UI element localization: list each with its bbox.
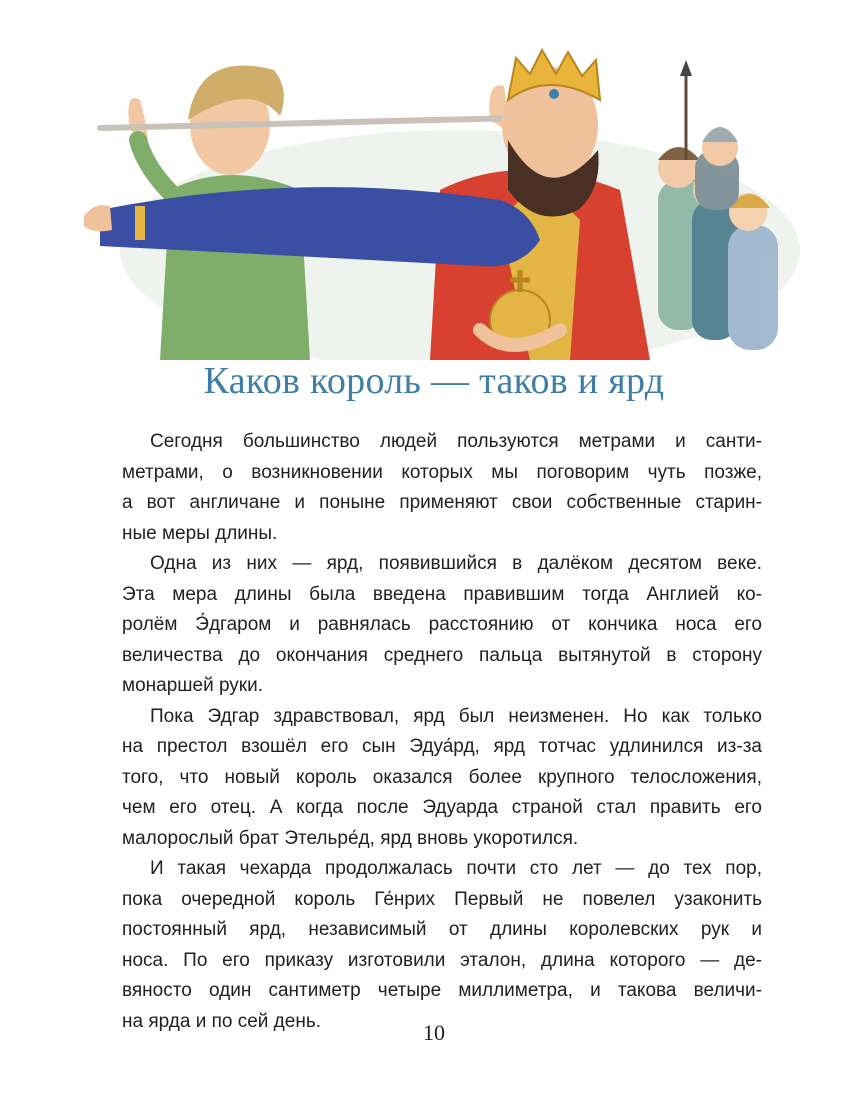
paragraph-4 bbox=[122, 854, 762, 1037]
text-line: Эта мера длины была введена правившим тогда Англией ко- bbox=[122, 583, 762, 605]
text-line: вяносто один сантиметр четыре миллиметра, и такова величи- bbox=[122, 980, 762, 1001]
text-line: пока очередной король Ге́нрих Первый не повелел узаконить bbox=[122, 888, 762, 910]
paragraph-3 bbox=[122, 702, 762, 855]
text-line: монаршей руки. bbox=[122, 675, 264, 696]
text-line: метрами, о возникновении которых мы поговорим чуть позже, bbox=[122, 461, 762, 483]
text-line: носа. По его приказу изготовили эталон, длина которого — де- bbox=[122, 949, 762, 971]
text-line: Одна из них — ярд, появившийся в далёком десятом веке. bbox=[150, 553, 762, 574]
text-line: а вот англичане и поныне применяют свои собственные старин- bbox=[122, 492, 762, 513]
text-line: того, что новый король оказался более крупного телосложения, bbox=[122, 766, 762, 788]
paragraph-1 bbox=[122, 427, 762, 549]
measuring-rod bbox=[100, 118, 520, 128]
body-text bbox=[122, 427, 762, 1037]
text-line: ролём Э́дгаром и равнялась расстоянию от кончика носа его bbox=[122, 614, 762, 635]
page-number: 10 bbox=[423, 1020, 445, 1045]
text-line: чем его отец. А когда после Эдуарда страной стал править его bbox=[122, 797, 762, 818]
text-line: постоянный ярд, независимый от длины королевских рук и bbox=[122, 919, 762, 940]
page-title: Каков король — таков и ярд bbox=[203, 360, 665, 402]
king-measuring-yard-illustration bbox=[80, 30, 800, 360]
text-line: Сегодня большинство людей пользуются метрами и санти- bbox=[150, 431, 762, 452]
text-line: на престол взошёл его сын Эдуа́рд, ярд тотчас удлинился из-за bbox=[122, 736, 762, 757]
text-line: на ярда и по сей день. bbox=[122, 1010, 321, 1032]
paragraph-2 bbox=[122, 549, 762, 702]
text-line: И такая чехарда продолжалась почти сто лет — до тех пор, bbox=[150, 858, 762, 879]
crowd-figures bbox=[658, 60, 778, 350]
text-line: малорослый брат Этельре́д, ярд вновь укоротился. bbox=[122, 827, 579, 849]
text-line: ные меры длины. bbox=[122, 522, 278, 544]
text-line: Пока Эдгар здравствовал, ярд был неизменен. Но как только bbox=[150, 705, 762, 727]
text-line: величества до окончания среднего пальца вытянутой в сторону bbox=[122, 644, 762, 666]
